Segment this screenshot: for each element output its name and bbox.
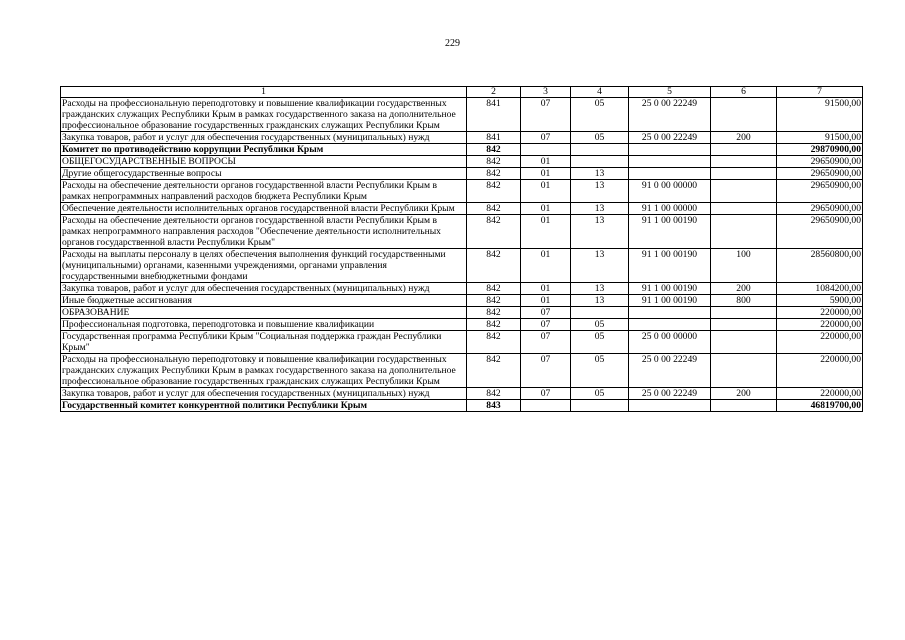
row-amount: 28560800,00 (777, 249, 863, 283)
row-code: 842 (467, 283, 521, 295)
row-amount: 220000,00 (777, 319, 863, 331)
table-row (61, 132, 863, 144)
row-expense-type (711, 168, 777, 180)
row-expense-type (711, 215, 777, 249)
row-section: 01 (521, 168, 571, 180)
row-target-article (629, 400, 711, 412)
row-target-article: 25 0 00 00000 (629, 331, 711, 354)
row-target-article (629, 144, 711, 156)
row-expense-type: 100 (711, 249, 777, 283)
row-expense-type: 200 (711, 283, 777, 295)
table-row (61, 331, 863, 354)
row-target-article (629, 156, 711, 168)
row-description: Государственный комитет конкурентной политики Республики Крым (61, 400, 467, 412)
row-target-article (629, 307, 711, 319)
row-description: Расходы на профессиональную переподготовку и повышение квалификации государственных гражданских служащих Республики Крым в рамках государственного заказа на дополнительное профессиональное образование государственных гражданских служащих Республики Крым (61, 354, 467, 388)
row-code: 842 (467, 307, 521, 319)
row-amount: 220000,00 (777, 331, 863, 354)
row-expense-type (711, 156, 777, 168)
row-target-article: 91 1 00 00190 (629, 249, 711, 283)
row-amount: 29870900,00 (777, 144, 863, 156)
row-code: 842 (467, 319, 521, 331)
row-amount: 29650900,00 (777, 215, 863, 249)
row-amount: 46819700,00 (777, 400, 863, 412)
row-description: Другие общегосударственные вопросы (61, 168, 467, 180)
column-header: 4 (571, 87, 629, 98)
row-amount: 91500,00 (777, 132, 863, 144)
row-section: 01 (521, 249, 571, 283)
row-section: 07 (521, 331, 571, 354)
row-subsection: 13 (571, 180, 629, 203)
row-expense-type: 200 (711, 132, 777, 144)
table-row (61, 203, 863, 215)
row-target-article (629, 319, 711, 331)
table-row (61, 180, 863, 203)
column-header: 3 (521, 87, 571, 98)
row-code: 842 (467, 295, 521, 307)
row-subsection: 13 (571, 283, 629, 295)
row-section (521, 144, 571, 156)
row-description: Обеспечение деятельности исполнительных органов государственной власти Республики Крым (61, 203, 467, 215)
row-description: Профессиональная подготовка, переподготовка и повышение квалификации (61, 319, 467, 331)
table-body (61, 98, 863, 412)
row-section: 01 (521, 156, 571, 168)
row-description: Закупка товаров, работ и услуг для обеспечения государственных (муниципальных) нужд (61, 132, 467, 144)
row-target-article: 25 0 00 22249 (629, 132, 711, 144)
table-header-row (61, 87, 863, 98)
row-description: ОБРАЗОВАНИЕ (61, 307, 467, 319)
row-description: Государственная программа Республики Крым "Социальная поддержка граждан Республики Крым" (61, 331, 467, 354)
row-target-article: 25 0 00 22249 (629, 98, 711, 132)
row-target-article: 91 1 00 00190 (629, 215, 711, 249)
row-description: Расходы на обеспечение деятельности органов государственной власти Республики Крым в рамках непрограммного направления расходов "Обеспечение деятельности исполнительных органов государственной власти Республики Крым" (61, 215, 467, 249)
row-amount: 29650900,00 (777, 156, 863, 168)
table-row (61, 249, 863, 283)
row-amount: 29650900,00 (777, 180, 863, 203)
row-subsection: 05 (571, 132, 629, 144)
column-header: 2 (467, 87, 521, 98)
row-description: Расходы на профессиональную переподготовку и повышение квалификации государственных гражданских служащих Республики Крым в рамках государственного заказа на дополнительное профессиональное образование государственных гражданских служащих Республики Крым (61, 98, 467, 132)
row-section: 07 (521, 319, 571, 331)
row-section: 07 (521, 354, 571, 388)
row-section: 01 (521, 180, 571, 203)
row-target-article: 91 1 00 00190 (629, 295, 711, 307)
row-code: 842 (467, 203, 521, 215)
page-number: 229 (445, 38, 460, 49)
row-code: 842 (467, 354, 521, 388)
table-row (61, 319, 863, 331)
row-code: 842 (467, 144, 521, 156)
row-subsection: 05 (571, 98, 629, 132)
row-subsection: 05 (571, 331, 629, 354)
row-expense-type (711, 144, 777, 156)
table-row (61, 156, 863, 168)
table-row (61, 215, 863, 249)
row-description: Закупка товаров, работ и услуг для обеспечения государственных (муниципальных) нужд (61, 388, 467, 400)
row-code: 843 (467, 400, 521, 412)
row-amount: 220000,00 (777, 307, 863, 319)
row-code: 842 (467, 249, 521, 283)
table-row (61, 307, 863, 319)
row-code: 842 (467, 168, 521, 180)
row-subsection: 13 (571, 215, 629, 249)
row-expense-type (711, 319, 777, 331)
row-subsection: 05 (571, 354, 629, 388)
row-section (521, 400, 571, 412)
table-row (61, 354, 863, 388)
row-amount: 220000,00 (777, 388, 863, 400)
row-amount: 220000,00 (777, 354, 863, 388)
row-expense-type (711, 307, 777, 319)
row-description: ОБЩЕГОСУДАРСТВЕННЫЕ ВОПРОСЫ (61, 156, 467, 168)
row-description: Расходы на обеспечение деятельности органов государственной власти Республики Крым в рамках непрограммных направлений расходов бюджета Республики Крым (61, 180, 467, 203)
row-subsection: 13 (571, 295, 629, 307)
row-section: 01 (521, 295, 571, 307)
row-description: Расходы на выплаты персоналу в целях обеспечения выполнения функций государственными (муниципальными) органами, казенными учреждениями, органами управления государственными внебюджетными фондами (61, 249, 467, 283)
row-amount: 5900,00 (777, 295, 863, 307)
row-section: 01 (521, 215, 571, 249)
row-subsection: 13 (571, 203, 629, 215)
row-subsection: 13 (571, 168, 629, 180)
row-expense-type (711, 354, 777, 388)
row-code: 842 (467, 215, 521, 249)
row-section: 01 (521, 203, 571, 215)
row-expense-type (711, 400, 777, 412)
row-amount: 29650900,00 (777, 203, 863, 215)
row-target-article (629, 168, 711, 180)
row-subsection (571, 156, 629, 168)
row-description: Закупка товаров, работ и услуг для обеспечения государственных (муниципальных) нужд (61, 283, 467, 295)
row-section: 01 (521, 283, 571, 295)
row-expense-type: 200 (711, 388, 777, 400)
row-code: 842 (467, 388, 521, 400)
row-amount: 1084200,00 (777, 283, 863, 295)
row-subsection: 05 (571, 319, 629, 331)
row-subsection: 13 (571, 249, 629, 283)
row-target-article: 25 0 00 22249 (629, 388, 711, 400)
row-code: 842 (467, 180, 521, 203)
column-header: 6 (711, 87, 777, 98)
row-target-article: 91 1 00 00000 (629, 203, 711, 215)
row-target-article: 91 0 00 00000 (629, 180, 711, 203)
row-amount: 91500,00 (777, 98, 863, 132)
row-section: 07 (521, 307, 571, 319)
row-expense-type (711, 203, 777, 215)
row-subsection (571, 400, 629, 412)
table-row (61, 400, 863, 412)
row-expense-type (711, 331, 777, 354)
row-description: Иные бюджетные ассигнования (61, 295, 467, 307)
row-subsection (571, 144, 629, 156)
row-subsection: 05 (571, 388, 629, 400)
budget-table (60, 86, 863, 412)
column-header: 1 (61, 87, 467, 98)
row-amount: 29650900,00 (777, 168, 863, 180)
row-section: 07 (521, 98, 571, 132)
table-row (61, 283, 863, 295)
row-code: 841 (467, 98, 521, 132)
table-row (61, 168, 863, 180)
row-expense-type: 800 (711, 295, 777, 307)
row-code: 842 (467, 156, 521, 168)
row-target-article: 91 1 00 00190 (629, 283, 711, 295)
table-row (61, 144, 863, 156)
row-code: 841 (467, 132, 521, 144)
table-row (61, 295, 863, 307)
row-subsection (571, 307, 629, 319)
column-header: 7 (777, 87, 863, 98)
table-row (61, 98, 863, 132)
table-row (61, 388, 863, 400)
row-section: 07 (521, 132, 571, 144)
row-target-article: 25 0 00 22249 (629, 354, 711, 388)
row-code: 842 (467, 331, 521, 354)
row-section: 07 (521, 388, 571, 400)
column-header: 5 (629, 87, 711, 98)
row-expense-type (711, 180, 777, 203)
row-description: Комитет по противодействию коррупции Республики Крым (61, 144, 467, 156)
row-expense-type (711, 98, 777, 132)
